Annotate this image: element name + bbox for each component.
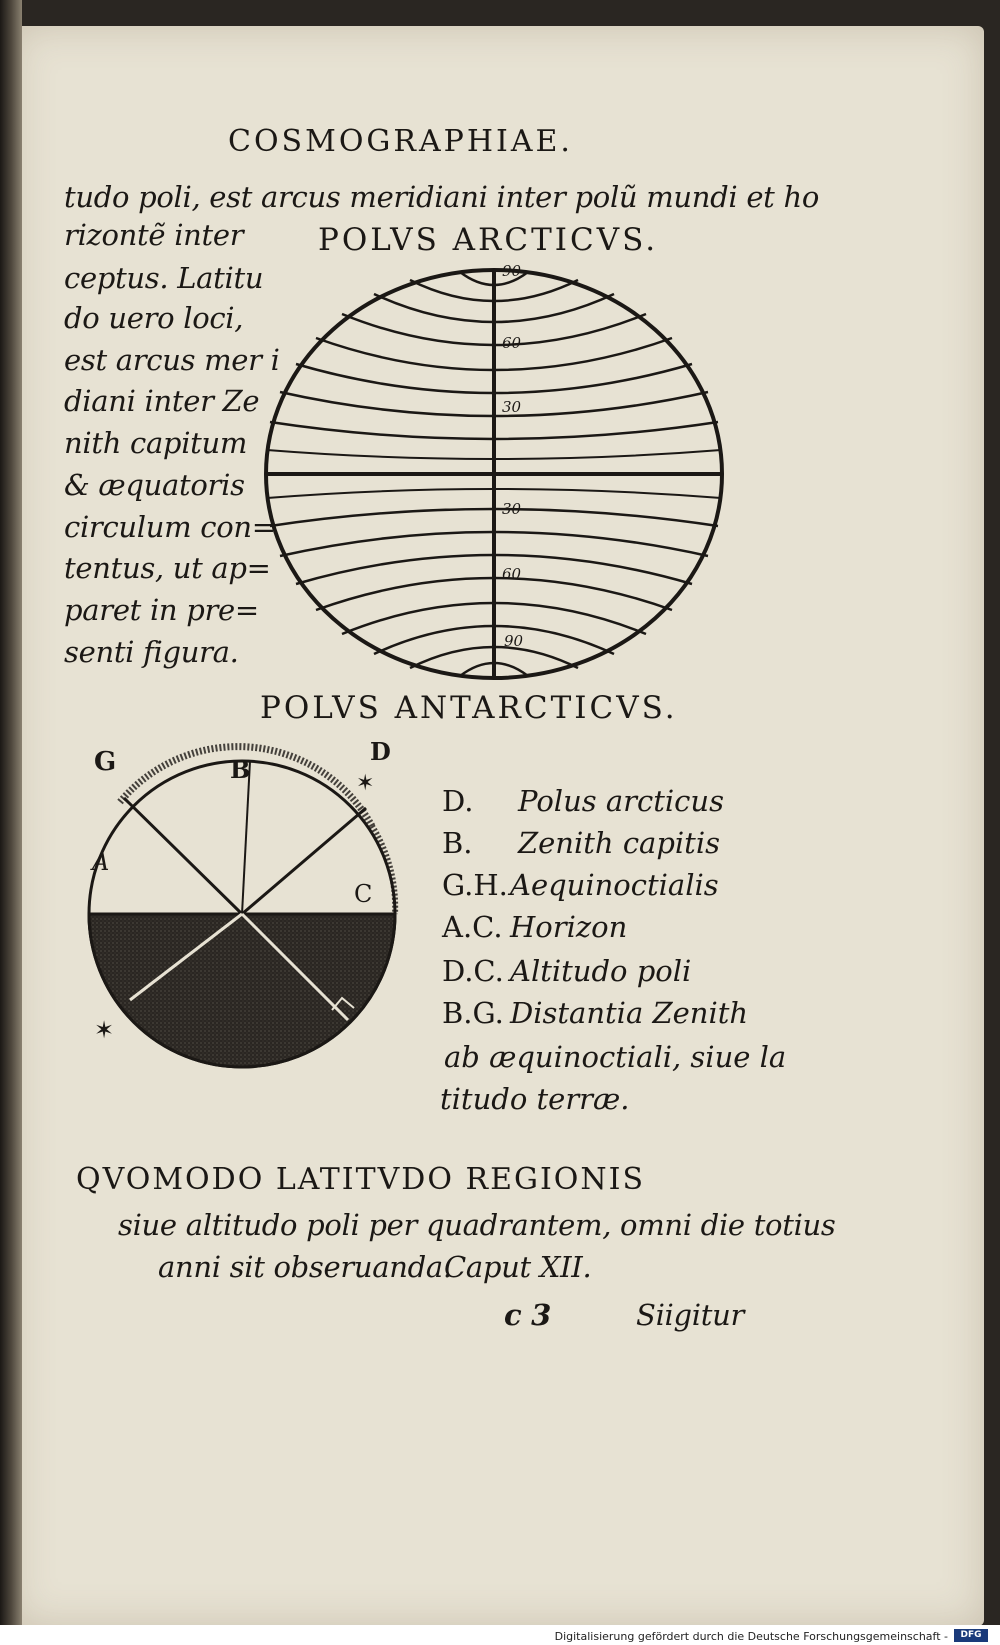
letter-c: C [354,880,373,908]
chapter-caput: Caput XII. [444,1250,592,1284]
globe-top-label: POLVS ARCTICVS. [318,222,659,258]
legend-text-4: Horizon [510,910,628,944]
degree-label-south-30: 30 [502,500,522,518]
body-line-6: diani inter Ze [64,384,260,418]
body-line-8: & æquatoris [64,468,245,502]
chapter-line-2: siue altitudo poli per quadrantem, omni die totius [118,1208,836,1242]
body-line-3: ceptus. Latitu [64,261,264,295]
legend-key-1: D. [442,784,474,818]
legend-key-5: D.C. [442,954,504,988]
hemisphere-diagram [80,738,420,1088]
earth-shading [89,914,395,1067]
legend-text-1: Polus arcticus [518,784,724,818]
legend-text-3: Aequinoctialis [510,868,719,902]
running-head: COSMOGRAPHIAE. [228,124,573,159]
letter-d: D [370,738,391,766]
legend-continuation-2: titudo terræ. [440,1082,630,1116]
globe-bottom-label: POLVS ANTARCTICVS. [260,690,678,726]
body-line-1: tudo poli, est arcus meridiani inter polũ mundi et ho [64,180,819,214]
degree-label-north-60: 60 [502,334,522,352]
legend-key-6: B.G. [442,996,504,1030]
star-north: ✶ [356,771,375,796]
degree-label-north-90: 90 [502,264,522,280]
degree-label-south-60: 60 [502,565,522,583]
chapter-heading: QVOMODO LATITVDO REGIONIS [76,1162,646,1197]
legend-continuation-1: ab æquinoctiali, siue la [444,1040,787,1074]
legend-text-2: Zenith capitis [518,826,720,860]
globe-figure [262,264,732,684]
legend-text-5: Altitudo poli [510,954,692,988]
legend-text-6: Distantia Zenith [510,996,749,1030]
legend-key-3: G.H. [442,868,508,902]
letter-b: B [230,755,251,784]
book-spine [0,0,22,1645]
body-line-9: circulum con= [64,510,276,544]
chapter-line-3: anni sit obseruanda. [158,1250,452,1284]
signature-mark: c 3 [504,1298,552,1332]
dfg-credit: Digitalisierung gefördert durch die Deutsche Forschungsgemeinschaft - [554,1630,948,1643]
letter-g: G [94,747,117,777]
legend-key-2: B. [442,826,473,860]
body-line-7: nith capitum [64,426,248,460]
letter-a: A [92,848,110,876]
body-line-10: tentus, ut ap= [64,551,271,585]
body-line-11: paret in pre= [64,593,259,627]
degree-label-north-30: 30 [502,398,522,416]
body-line-2: rizontẽ inter [64,218,244,252]
legend-key-4: A.C. [442,910,503,944]
body-line-5: est arcus mer i [64,343,280,377]
body-line-4: do uero loci, [64,301,244,335]
catchword: Siigitur [636,1298,745,1332]
dfg-logo: DFG [954,1629,988,1642]
star-south: ✶ [94,1016,115,1044]
body-line-12: senti figura. [64,635,239,669]
degree-label-south-90: 90 [504,632,524,650]
